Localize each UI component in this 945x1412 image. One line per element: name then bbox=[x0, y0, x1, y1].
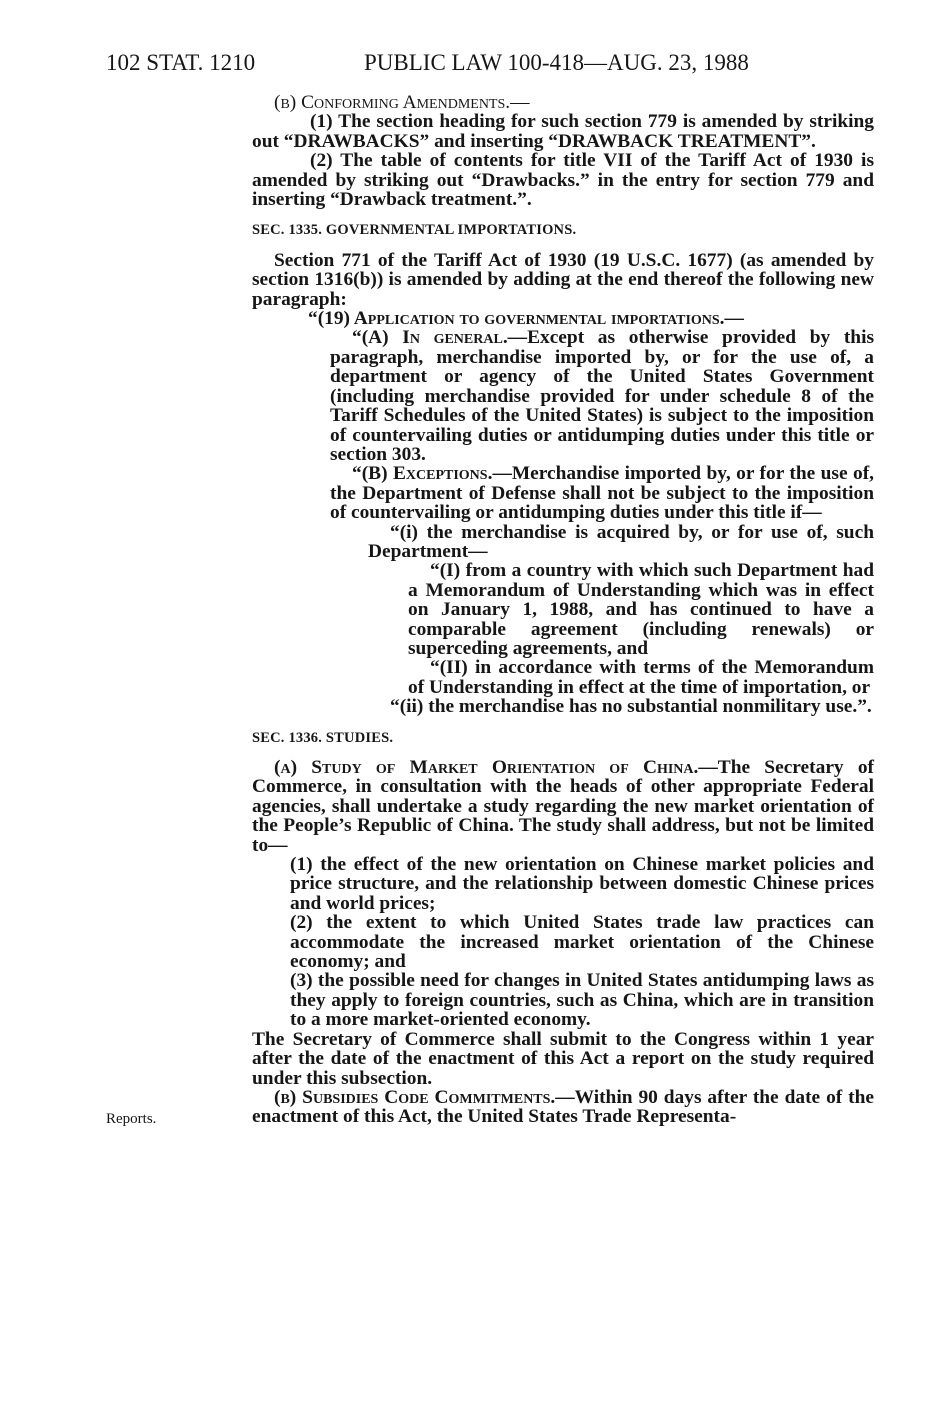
page-reference: 102 STAT. 1210 bbox=[106, 50, 256, 75]
section-1335-intro: Section 771 of the Tariff Act of 1930 (19 U.S.C. 1677) (as amended by section 1316(b)) is amended by adding at the end thereof the following new paragraph: bbox=[252, 249, 874, 310]
subparagraph-a-label: “(A) In general. bbox=[352, 327, 508, 349]
report-requirement: The Secretary of Commerce shall submit to the Congress within 1 year after the date of the enactment of this Act a report on the study required under this subsection. bbox=[252, 1028, 874, 1089]
subparagraph-b-text: —Merchandise imported by, or for the use of, the Department of Defense shall not be subject to the imposition of countervailing or antidumping duties under this title if— bbox=[330, 463, 875, 524]
clause-ii: “(ii) the merchandise has no substantial nonmilitary use.”. bbox=[390, 696, 872, 718]
page-body bbox=[252, 93, 874, 1127]
conforming-amendments-label: (b) Conforming Amendments.— bbox=[274, 92, 530, 113]
subsection-b-label: (b) Subsidies Code Commitments. bbox=[274, 1086, 556, 1108]
subclause-II: “(II) in accordance with terms of the Memorandum of Understanding in effect at the time of importation, or bbox=[408, 657, 874, 698]
study-item-2: (2) the extent to which United States trade law practices can accommodate the increased market orientation of the Chinese economy; and bbox=[290, 912, 874, 973]
subparagraph-b bbox=[252, 464, 874, 522]
study-item-3: (3) the possible need for changes in United States antidumping laws as they apply to foreign countries, such as China, which are in transition to a more market-oriented economy. bbox=[290, 970, 874, 1031]
subsection-a-label: (a) Study of Market Orientation of China. bbox=[274, 757, 699, 778]
paragraph-19-label: “(19) Application to governmental importations.— bbox=[308, 308, 744, 330]
clause-i: “(i) the merchandise is acquired by, or for use of, such Department— bbox=[368, 521, 874, 562]
study-item-1: (1) the effect of the new orientation on Chinese market policies and price structure, and the relationship between domestic Chinese prices and world prices; bbox=[290, 854, 874, 914]
law-reference: PUBLIC LAW 100-418—AUG. 23, 1988 bbox=[364, 50, 749, 75]
subclause-I: “(I) from a country with which such Department had a Memorandum of Understanding which was in effect on January 1, 1988, and has continued to have a comparable agreement (including renewals) or superceding agreements, and bbox=[408, 560, 874, 659]
margin-note-reports: Reports. bbox=[106, 1111, 157, 1127]
subsection-a-text: —The Secretary of Commerce, in consultation with the heads of other appropriate Federal agencies, shall undertake a study regarding the new market orientation of the People’s Republic of China. The study shall address, but not be limited to— bbox=[252, 757, 874, 856]
running-header bbox=[106, 50, 866, 82]
subsection-a bbox=[252, 758, 874, 855]
section-1335-heading: SEC. 1335. GOVERNMENTAL IMPORTATIONS. bbox=[252, 222, 577, 239]
subsection-b-text: —Within 90 days after the date of the enactment of this Act, the United States Trade Representa- bbox=[252, 1086, 875, 1128]
subparagraph-a bbox=[252, 328, 874, 464]
subparagraph-a-text: —Except as otherwise provided by this paragraph, merchandise imported by, or for the use of, a department or agency of the United States Government (including merchandise provided for under schedule 8 of the Tariff Schedules of the United States) is subject to the imposition of countervailing duties or antidumping duties under this title or section 303. bbox=[330, 327, 875, 465]
conforming-paragraph-2: (2) The table of contents for title VII of the Tariff Act of 1930 is amended by striking out “Drawbacks.” in the entry for section 779 and inserting “Drawback treatment.”. bbox=[252, 150, 874, 211]
section-1336-heading: SEC. 1336. STUDIES. bbox=[252, 729, 394, 746]
conforming-paragraph-1: (1) The section heading for such section 779 is amended by striking out “DRAWBACKS” and inserting “DRAWBACK TREATMENT”. bbox=[252, 111, 874, 152]
subparagraph-b-label: “(B) Exceptions. bbox=[352, 463, 493, 485]
subsection-b bbox=[252, 1088, 874, 1127]
